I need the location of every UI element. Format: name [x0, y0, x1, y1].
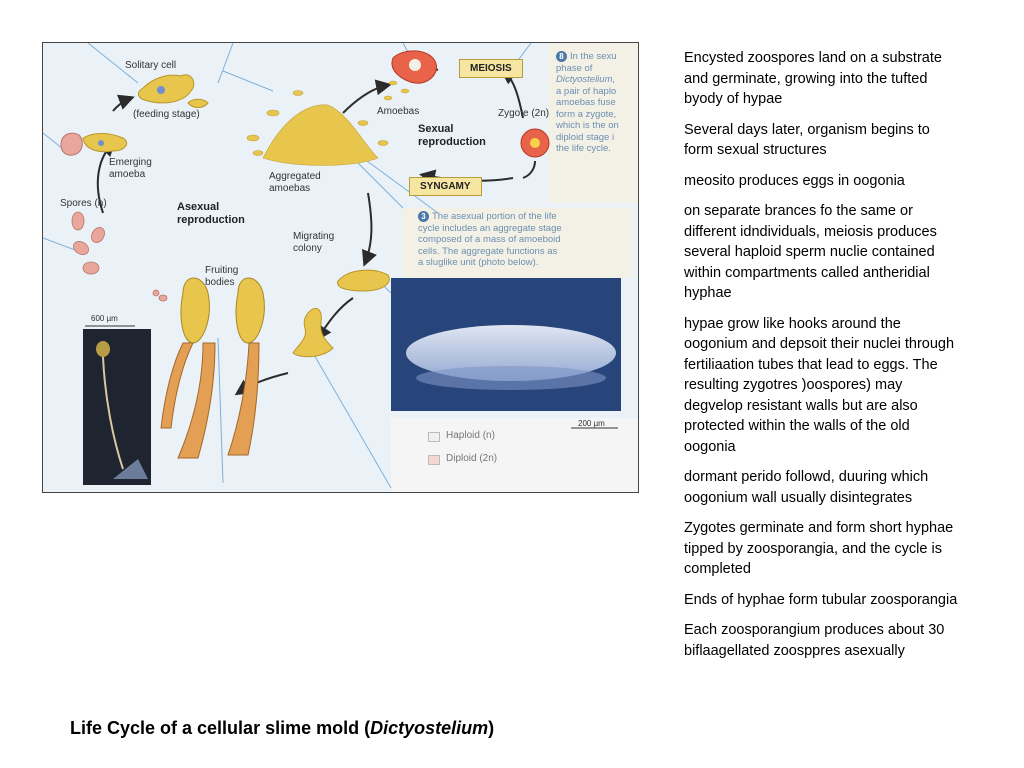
- label-scale-200: 200 µm: [578, 419, 605, 428]
- note-8-line-5: form a zygote,: [556, 108, 617, 120]
- zygote-arrow: [523, 161, 535, 178]
- side-paragraph-1: Several days later, organism begins to form sexual structures: [684, 121, 930, 158]
- caption-italic: Dictyostelium: [370, 718, 489, 738]
- zygote-nucleus: [530, 138, 540, 148]
- side-paragraph-3: on separate brances fo the same or different idndividuals, meiosis produces several haploid sperm nuclie contained within compartments called antheridial hyphae: [684, 203, 937, 301]
- meiosis-cell-center: [409, 59, 421, 71]
- side-paragraph-0: Encysted zoospores land on a substrate and germinate, growing into the tufted byody of hypae: [684, 50, 942, 107]
- fruiting-body-photo: [83, 329, 151, 485]
- label-diploid: Diploid (2n): [446, 453, 498, 464]
- note-8-line-8: the life cycle.: [556, 143, 611, 154]
- label-spores: Spores (n): [60, 198, 107, 209]
- spores: [71, 212, 167, 301]
- diploid-swatch: [428, 455, 440, 465]
- syngamy-label: SYNGAMY: [409, 177, 482, 196]
- fruiting-bodies: [161, 278, 264, 458]
- label-aggregated-amoebas: Aggregated amoebas: [269, 171, 321, 194]
- note-8-line-2: Dictyostelium,: [556, 74, 616, 85]
- note-8-line-3: a pair of haplo: [556, 85, 617, 97]
- label-scale-600: 600 µm: [91, 314, 118, 323]
- label-solitary-cell: Solitary cell: [125, 60, 177, 71]
- life-cycle-figure: [42, 42, 639, 493]
- note-3-line-0: The asexual portion of the life: [432, 211, 557, 222]
- note-8-line-4: amoebas fuse: [556, 97, 616, 108]
- haploid-swatch: [428, 432, 440, 442]
- note-3-line-1: cycle includes an aggregate stage: [418, 222, 562, 234]
- emerging-spore-shell: [61, 133, 82, 155]
- side-paragraph-5: dormant perido followd, duuring which oogonium wall usually disintegrates: [684, 469, 929, 506]
- side-paragraph-2: meosito produces eggs in oogonia: [684, 172, 905, 189]
- meiosis-label: MEIOSIS: [459, 59, 523, 78]
- label-migrating-colony: Migrating colony: [293, 231, 335, 254]
- caption-prefix: Life Cycle of a cellular slime mold (: [70, 718, 371, 738]
- note-3-line-2: composed of a mass of amoeboid: [418, 234, 561, 245]
- note-3-line-3: cells. The aggregate functions as: [418, 245, 558, 257]
- label-fruiting-bodies: Fruiting bodies: [205, 265, 239, 288]
- note-8-line-7: diploid stage i: [556, 131, 615, 143]
- note-8-line-1: phase of: [556, 62, 593, 74]
- culminating-colony: [293, 308, 333, 356]
- caption-suffix: ): [488, 718, 495, 738]
- note-8-line-0: In the sexu: [570, 51, 617, 62]
- label-feeding-stage: (feeding stage): [133, 109, 200, 120]
- label-asexual-reproduction: Asexual reproduction: [177, 201, 245, 226]
- note-8-line-6: which is the on: [556, 120, 619, 131]
- side-paragraph-8: Each zoosporangium produces about 30 biflaagellated zoosppres asexually: [684, 622, 945, 659]
- side-paragraph-4: hypae grow like hooks around the oogonium and depsoit their nuclei through fertiliaation tubes that lead to eggs. The resulting zygotres )oospores) may degvelop resistant walls but are also protected within the walls of the old oogonia: [684, 315, 955, 455]
- label-amoebas: Amoebas: [377, 106, 420, 117]
- label-emerging-amoeba: Emerging amoeba: [109, 157, 152, 180]
- figure-caption: [70, 718, 494, 739]
- note-8: [556, 51, 619, 155]
- aggregated-amoebas: [247, 91, 388, 166]
- label-sexual-reproduction: Sexual reproduction: [418, 123, 486, 148]
- note-8-number: 8: [556, 51, 567, 62]
- label-haploid: Haploid (n): [446, 430, 495, 441]
- note-3-line-4: a sluglike unit (photo below).: [418, 257, 539, 268]
- note-3: [418, 211, 562, 269]
- label-zygote: Zygote (2n): [498, 108, 550, 119]
- migrating-colony-slug: [338, 270, 390, 291]
- side-paragraph-7: Ends of hyphae form tubular zoosporangia: [684, 591, 958, 608]
- side-text: [684, 48, 959, 671]
- note-3-number: 3: [418, 211, 429, 222]
- side-paragraph-6: Zygotes germinate and form short hyphae tipped by zoosporangia, and the cycle is completed: [684, 520, 954, 577]
- slug-photo: [391, 278, 621, 411]
